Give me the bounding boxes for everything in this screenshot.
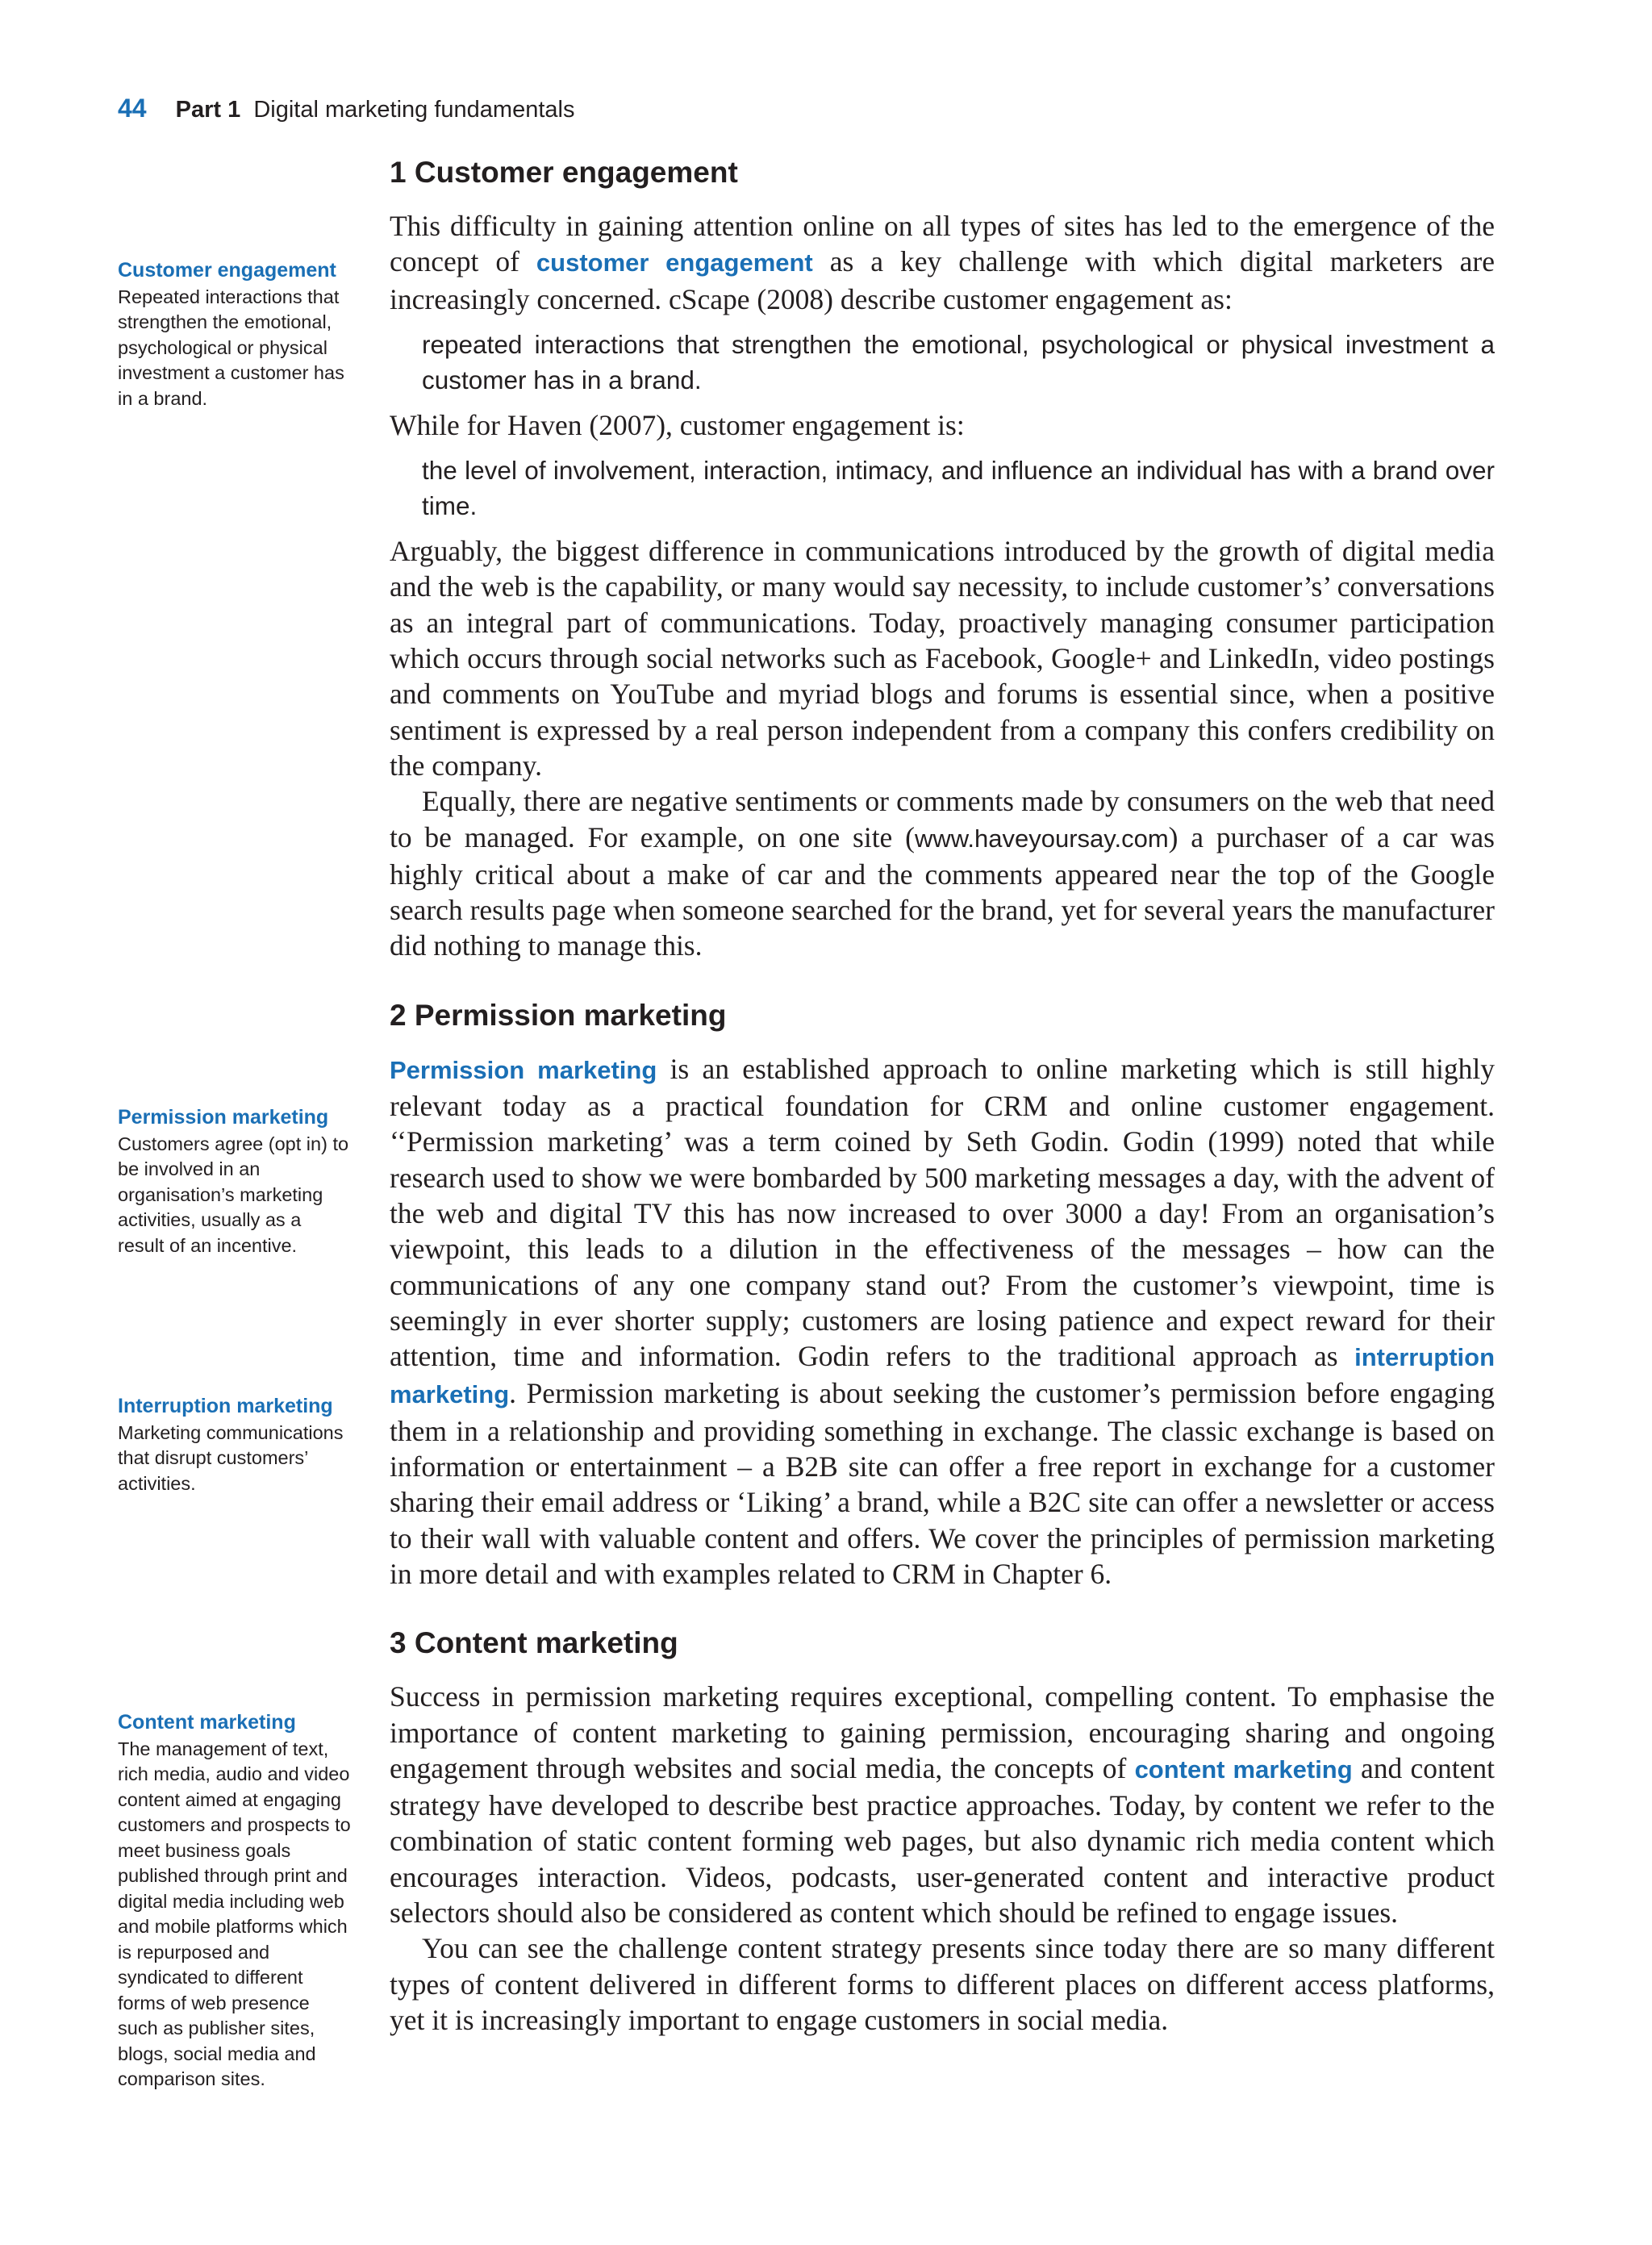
section-content-marketing xyxy=(390,1624,1495,2038)
key-term: customer engagement xyxy=(536,248,813,277)
page-number: 44 xyxy=(118,94,147,123)
margin-note-permission-marketing xyxy=(118,1105,352,1258)
margin-note-definition: Repeated interactions that strengthen the emotional, psychological or physical investment a customer has in a brand. xyxy=(118,286,344,409)
part-title: Digital marketing fundamentals xyxy=(253,97,575,123)
main-text xyxy=(390,153,1495,2038)
margin-note-term: Permission marketing xyxy=(118,1106,329,1129)
url-text: www.haveyoursay.com xyxy=(914,824,1169,853)
paragraph: You can see the challenge content strategy presents since today there are so many different types of content delivered in different forms to different places on different access platforms, yet it is increasingly important to engage customers in social media. xyxy=(390,1932,1495,2036)
section-heading: 3 Content marketing xyxy=(390,1626,678,1660)
section-heading: 1 Customer engagement xyxy=(390,156,738,189)
quotation: the level of involvement, interaction, intimacy, and influence an individual has with a brand over time. xyxy=(422,456,1495,521)
section-permission-marketing xyxy=(390,996,1495,1592)
margin-note-customer-engagement xyxy=(118,258,352,411)
part-label: Part 1 xyxy=(175,97,241,123)
margin-note-term: Customer engagement xyxy=(118,259,336,282)
running-header xyxy=(118,94,574,123)
paragraph: Arguably, the biggest difference in communications introduced by the growth of digital media and the web is the capability, or many would say necessity, to include customer’s’ conversations as an integral part of communications. Today, proactively managing consumer participation which occurs through social networks such as Facebook, Google+ and LinkedIn, video postings and comments on YouTube and myriad blogs and forums is essential since, when a positive sentiment is expressed by a real person independent from a company this confers credibility on the company. xyxy=(390,535,1495,782)
paragraph: Success in permission marketing requires exceptional, compelling content. To emphasise the importance of content marketing to gaining permission, encouraging sharing and ongoing engagement through websites and social media, the concepts of content marketing and content strategy have developed to describe best practice approaches. Today, by content we refer to the combination of static content forming web pages, but also dynamic rich media content which encourages interaction. Videos, podcasts, user-generated content and interactive product selectors should also be considered as content which should be refined to engage issues. xyxy=(390,1680,1495,1929)
section-heading: 2 Permission marketing xyxy=(390,998,727,1032)
margin-note-term: Content marketing xyxy=(118,1711,296,1734)
paragraph: Permission marketing is an established approach to online marketing which is still highly relevant today as a practical foundation for CRM and online customer engagement. ‘‘Permission marketing’ was a term coined by Seth Godin. Godin (1999) noted that while research used to show we were bombarded by 500 marketing messages a day, with the advent of the web and digital TV this has now increased to over 3000 a day! From an organisation’s viewpoint, this leads to a dilution in the effectiveness of the messages – how can the communications of any one company stand out? From the customer’s viewpoint, time is seemingly in ever shorter supply; customers are losing patience and expect reward for their attention, time and information. Godin refers to the traditional approach as interruption marketing. Permission marketing is about seeking the customer’s permission before engaging them in a relationship and providing something in exchange. The classic exchange is based on information or entertainment – a B2B site can offer a free report in exchange for a customer sharing their email address or ‘Liking’ a brand, while a B2C site can offer a newsletter or access to their wall with valuable content and offers. We cover the principles of permission marketing in more detail and with examples related to CRM in Chapter 6. xyxy=(390,1052,1495,1590)
key-term: content marketing xyxy=(1134,1755,1353,1784)
key-term: Permission marketing xyxy=(390,1055,657,1084)
margin-note-definition: Customers agree (opt in) to be involved in an organisation’s marketing activities, usually as a result of an incentive. xyxy=(118,1133,349,1256)
paragraph: Equally, there are negative sentiments or comments made by consumers on the web that need to be managed. For example, on one site (www.haveyoursay.com) a purchaser of a car was highly critical about a make of car and the comments appeared near the top of the Google search results page when someone searched for the brand, yet for several years the manufacturer did nothing to manage this. xyxy=(390,785,1495,962)
paragraph: This difficulty in gaining attention online on all types of sites has led to the emergence of the concept of customer engagement as a key challenge with which digital marketers are increasingly concerned. cScape (2008) describe customer engagement as: xyxy=(390,210,1495,315)
margin-note-definition: Marketing communications that disrupt customers’ activities. xyxy=(118,1421,344,1494)
section-customer-engagement xyxy=(390,153,1495,964)
margin-note-term: Interruption marketing xyxy=(118,1395,333,1417)
margin-note-content-marketing xyxy=(118,1710,352,2093)
margin-note-definition: The management of text, rich media, audio and video content aimed at engaging customers and prospects to meet business goals published through print and digital media including web and mobile platforms which is repurposed and syndicated to different forms of web presence such as publisher sites, blogs, social media and comparison sites. xyxy=(118,1738,351,2089)
quotation: repeated interactions that strengthen the emotional, psychological or physical investment a customer has in a brand. xyxy=(422,329,1495,394)
key-term: interruption marketing xyxy=(390,1343,1495,1409)
paragraph: While for Haven (2007), customer engagement is: xyxy=(390,408,965,441)
margin-note-interruption-marketing xyxy=(118,1394,352,1496)
